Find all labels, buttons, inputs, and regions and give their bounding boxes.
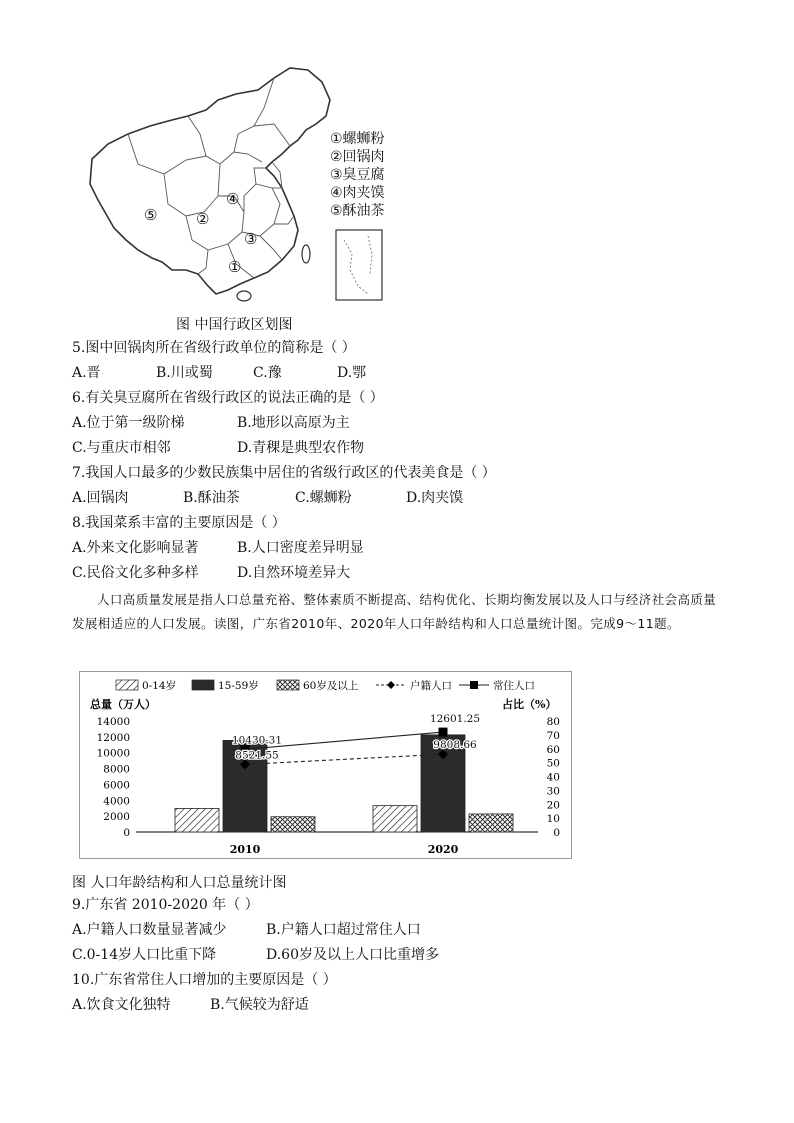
map-legend-item: ④肉夹馍 [330, 185, 385, 201]
population-chart-svg [80, 672, 571, 858]
question-8-stem: 8.我国菜系丰富的主要原因是（ ） [72, 515, 286, 531]
bar-diagonal [373, 806, 417, 832]
category-label: 2010 [229, 843, 261, 856]
question-6-option-a: A.位于第一级阶梯 [72, 415, 185, 431]
bar-crosshatch [271, 817, 315, 832]
map-marker-2: ② [196, 210, 210, 228]
question-6-option-b: B.地形以高原为主 [237, 415, 350, 431]
map-marker-3: ③ [244, 230, 258, 248]
map-legend-item: ②回锅肉 [330, 149, 385, 165]
map-caption: 图 中国行政区划图 [176, 317, 293, 333]
question-6-option-d: D.青稞是典型农作物 [237, 440, 365, 456]
question-9-option-c: C.0-14岁人口比重下降 [72, 947, 217, 963]
data-label: 8521.55 [235, 749, 279, 762]
right-tick-label: 30 [546, 785, 560, 798]
square-marker [439, 728, 448, 737]
left-tick-label: 0 [123, 827, 130, 839]
question-8-option-d: D.自然环境差异大 [237, 565, 351, 581]
right-tick-label: 40 [546, 771, 560, 784]
map-marker-5: ⑤ [144, 206, 158, 224]
right-tick-label: 70 [546, 729, 560, 742]
question-10-option-a: A.饮食文化独特 [72, 997, 171, 1013]
legend-label: 常住人口 [493, 680, 535, 692]
legend-label: 15-59岁 [218, 680, 259, 692]
legend-label: 60岁及以上 [303, 680, 359, 692]
data-label: 10430.31 [231, 734, 283, 747]
right-tick-label: 60 [546, 743, 560, 756]
category-label: 2020 [427, 843, 459, 856]
left-tick-label: 6000 [103, 779, 130, 792]
data-label: 9808.66 [433, 739, 477, 752]
left-tick-label: 12000 [96, 731, 130, 744]
left-tick-label: 10000 [96, 747, 130, 760]
question-7-stem: 7.我国人口最多的少数民族集中居住的省级行政区的代表美食是（ ） [72, 465, 496, 481]
map-marker-1: ① [228, 258, 242, 276]
right-axis-label: 占比（%） [502, 698, 557, 711]
question-7-option-d: D.肉夹馍 [406, 490, 464, 506]
question-8-option-a: A.外来文化影响显著 [72, 540, 199, 556]
question-7-option-b: B.酥油茶 [183, 490, 240, 506]
left-tick-label: 2000 [103, 811, 130, 824]
right-tick-label: 0 [553, 827, 560, 839]
map-legend-item: ⑤酥油茶 [330, 203, 385, 219]
left-axis-label: 总量（万人） [90, 698, 156, 711]
question-5-stem: 5.图中回锅肉所在省级行政单位的简称是（ ） [72, 340, 356, 356]
right-tick-label: 20 [546, 799, 560, 812]
question-5-option-b: B.川或蜀 [156, 365, 213, 381]
question-7-option-c: C.螺蛳粉 [295, 490, 352, 506]
legend-square-marker [470, 681, 478, 689]
legend-label: 户籍人口 [410, 680, 452, 692]
question-9-option-a: A.户籍人口数量显著减少 [72, 922, 227, 938]
legend-swatch [277, 680, 299, 690]
left-tick-label: 14000 [96, 716, 130, 728]
reading-passage: 人口高质量发展是指人口总量充裕、整体素质不断提高、结构优化、长期均衡发展以及人口与经济社会高质量发展相适应的人口发展。读图，广东省2010年、2020年人口年龄结构和人口总量统计图。完成9～11题。 [72, 592, 717, 631]
question-5-option-d: D.鄂 [337, 365, 367, 381]
right-tick-label: 10 [546, 813, 560, 826]
map-legend-item: ③臭豆腐 [330, 167, 385, 183]
question-9-option-d: D.60岁及以上人口比重增多 [266, 947, 439, 963]
legend-label: 0-14岁 [142, 680, 177, 692]
map-legend [330, 130, 385, 220]
question-10-option-b: B.气候较为舒适 [210, 997, 309, 1013]
question-9-option-b: B.户籍人口超过常住人口 [266, 922, 421, 938]
question-8-option-b: B.人口密度差异明显 [237, 540, 364, 556]
legend-diamond-marker [387, 681, 395, 689]
question-5-option-c: C.豫 [253, 365, 282, 381]
bar-crosshatch [469, 814, 513, 832]
left-tick-label: 8000 [103, 763, 130, 776]
question-5-option-a: A.晋 [72, 365, 101, 381]
question-7-option-a: A.回锅肉 [72, 490, 129, 506]
map-legend-item: ①螺蛳粉 [330, 131, 385, 147]
question-6-option-c: C.与重庆市相邻 [72, 440, 171, 456]
population-chart [79, 671, 572, 859]
question-8-option-c: C.民俗文化多种多样 [72, 565, 199, 581]
right-tick-label: 80 [546, 716, 560, 728]
question-9-stem: 9.广东省 2010-2020 年（ ） [72, 897, 259, 913]
question-6-stem: 6.有关臭豆腐所在省级行政区的说法正确的是（ ） [72, 390, 384, 406]
legend-swatch [192, 680, 214, 690]
legend-swatch [116, 680, 138, 690]
map-marker-4: ④ [226, 190, 240, 208]
right-tick-label: 50 [546, 757, 560, 770]
left-tick-label: 4000 [103, 795, 130, 808]
chart-caption: 图 人口年龄结构和人口总量统计图 [72, 875, 287, 891]
bar-diagonal [175, 808, 219, 832]
question-10-stem: 10.广东省常住人口增加的主要原因是（ ） [72, 972, 337, 988]
data-label: 12601.25 [429, 713, 481, 726]
